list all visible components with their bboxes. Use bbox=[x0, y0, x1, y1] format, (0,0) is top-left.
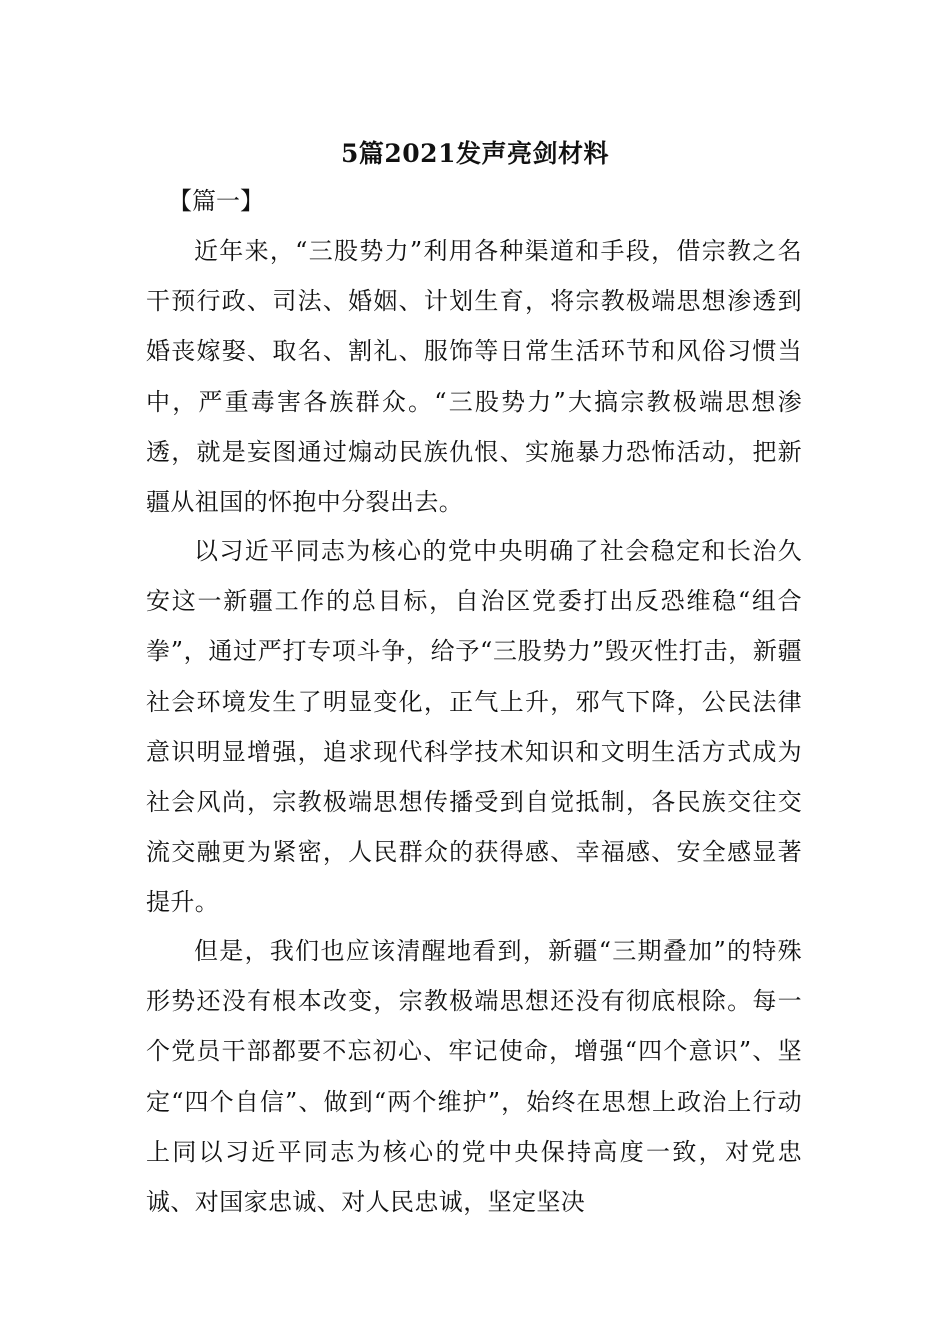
body-paragraph-1: 近年来，“三股势力”利用各种渠道和手段，借宗教之名干预行政、司法、婚姻、计划生育，将宗教极端思想渗透到婚丧嫁娶、取名、割礼、服饰等日常生活环节和风俗习惯当中，严重毒害各族群众。“三股势力”大搞宗教极端思想渗透，就是妄图通过煽动民族仇恨、实施暴力恐怖活动，把新疆从祖国的怀抱中分裂出去。 bbox=[146, 237, 802, 517]
document-title: 5篇2021发声亮剑材料 bbox=[341, 139, 609, 168]
section-label: 【篇一】 bbox=[168, 187, 264, 215]
body-paragraph-2: 以习近平同志为核心的党中央明确了社会稳定和长治久安这一新疆工作的总目标，自治区党委打出反恐维稳“组合拳”，通过严打专项斗争，给予“三股势力”毁灭性打击，新疆社会环境发生了明显变化，正气上升，邪气下降，公民法律意识明显增强，追求现代科学技术知识和文明生活方式成为社会风尚，宗教极端思想传播受到自觉抵制，各民族交往交流交融更为紧密，人民群众的获得感、幸福感、安全感显著提升。 bbox=[146, 537, 802, 917]
body-paragraph-3: 但是，我们也应该清醒地看到，新疆“三期叠加”的特殊形势还没有根本改变，宗教极端思想还没有彻底根除。每一个党员干部都要不忘初心、牢记使命，增强“四个意识”、坚定“四个自信”、做到“两个维护”，始终在思想上政治上行动上同以习近平同志为核心的党中央保持高度一致，对党忠诚、对国家忠诚、对人民忠诚，坚定坚决 bbox=[146, 937, 802, 1217]
